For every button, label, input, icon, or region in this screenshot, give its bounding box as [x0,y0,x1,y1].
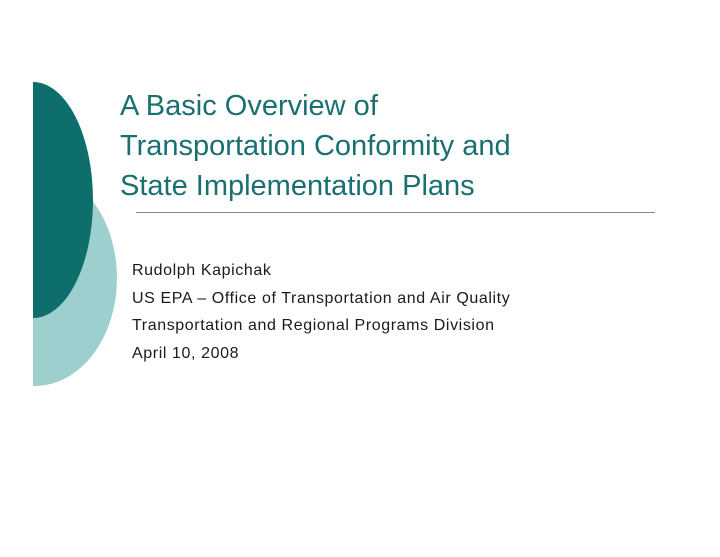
presenter-info [132,257,692,367]
presenter-office: US EPA – Office of Transportation and Air Quality [132,289,511,307]
slide-title [120,86,680,206]
title-divider [136,212,655,213]
presenter-name: Rudolph Kapichak [132,262,272,279]
presentation-date: April 10, 2008 [132,344,240,362]
presenter-division: Transportation and Regional Programs Division [132,317,495,334]
title-line-2: Transportation Conformity and [120,130,511,162]
title-line-1: A Basic Overview of [120,90,378,122]
left-edge-mask [0,0,33,557]
title-line-3: State Implementation Plans [120,170,475,202]
